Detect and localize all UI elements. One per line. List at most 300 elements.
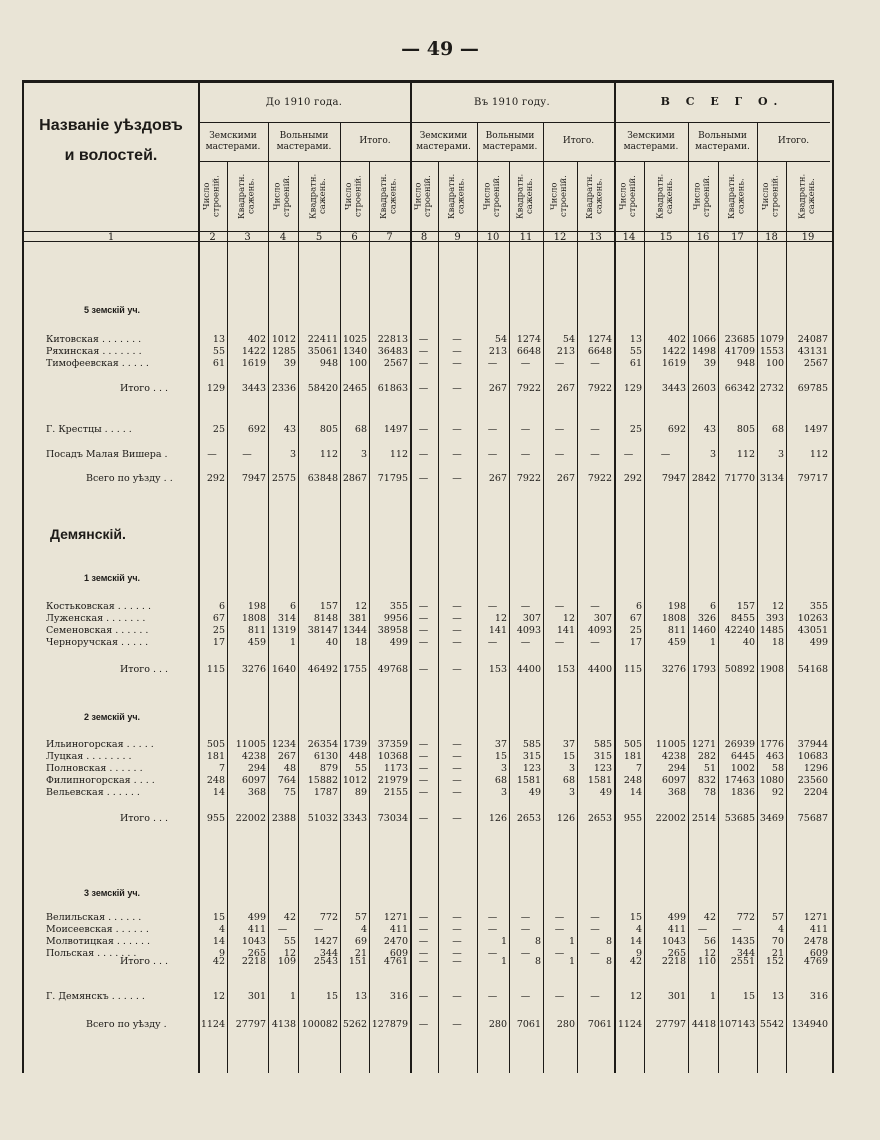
table-cell: 55	[283, 936, 296, 947]
table-cell: —	[520, 912, 531, 923]
table-cell: 2478	[803, 936, 828, 947]
table-cell: 25	[212, 424, 225, 435]
table-cell: —	[452, 739, 462, 750]
table-cell: 1485	[759, 625, 784, 636]
table-cell: 69	[354, 936, 367, 947]
table-cell: 92	[771, 787, 784, 798]
table-cell: —	[520, 601, 531, 612]
table-cell: —	[487, 912, 498, 923]
table-cell: —	[590, 449, 600, 460]
table-cell: 89	[354, 787, 367, 798]
table-cell: 4400	[587, 664, 612, 675]
table-cell: 42	[703, 912, 716, 923]
table-cell: 6130	[313, 751, 338, 762]
subsection-title: 2 земскій уч.	[84, 712, 141, 722]
table-cell: —	[487, 449, 498, 460]
table-cell: 609	[809, 948, 828, 959]
table-cell: 10263	[797, 613, 828, 624]
table-cell: 499	[667, 912, 686, 923]
table-cell: 1498	[691, 346, 716, 357]
table-cell: 463	[765, 751, 784, 762]
table-cell: —	[452, 383, 462, 394]
table-cell: 5262	[342, 1019, 367, 1030]
table-cell: —	[207, 449, 217, 460]
area-column-header: Квадратн. сажень.	[447, 173, 467, 219]
table-cell: —	[418, 358, 429, 369]
table-cell: 63848	[307, 473, 338, 484]
table-cell: 35061	[307, 346, 338, 357]
table-cell: —	[418, 334, 429, 345]
table-cell: —	[520, 924, 531, 935]
table-cell: 43131	[797, 346, 828, 357]
row-label: Семеновская . . . . . .	[46, 625, 149, 636]
table-cell: 1274	[587, 334, 612, 345]
table-cell: 71795	[377, 473, 408, 484]
table-cell: 2514	[691, 813, 716, 824]
area-column-header: Квадратн. сажень.	[515, 173, 535, 219]
total-label: Итого . . .	[120, 956, 169, 967]
table-cell: —	[590, 912, 600, 923]
table-cell: 355	[809, 601, 828, 612]
table-cell: 18	[354, 637, 367, 648]
column-number: 2	[209, 232, 216, 243]
table-cell: 265	[247, 948, 266, 959]
table-cell: 772	[319, 912, 338, 923]
table-cell: —	[554, 948, 565, 959]
table-cell: 411	[389, 924, 408, 935]
table-cell: 292	[623, 473, 642, 484]
table-cell: 22002	[655, 813, 686, 824]
row-label: Посадъ Малая Вишера .	[46, 449, 168, 460]
count-column-header: Число строеній.	[618, 175, 638, 217]
table-cell: 499	[389, 637, 408, 648]
table-cell: 3443	[241, 383, 266, 394]
table-cell: 79717	[797, 473, 828, 484]
table-cell: 402	[667, 334, 686, 345]
count-column-header: Число строеній.	[692, 175, 712, 217]
table-cell: 22813	[377, 334, 408, 345]
table-cell: 12	[283, 948, 296, 959]
table-cell: —	[418, 739, 429, 750]
table-cell: 14	[629, 787, 642, 798]
table-cell: 17463	[724, 775, 755, 786]
table-cell: 3276	[241, 664, 266, 675]
table-cell: 1002	[730, 763, 755, 774]
table-cell: 1581	[587, 775, 612, 786]
total-label: Итого . . .	[120, 664, 169, 675]
table-cell: 585	[522, 739, 541, 750]
table-cell: 3	[500, 787, 507, 798]
table-cell: 69785	[797, 383, 828, 394]
row-label: Г. Демянскъ . . . . . .	[46, 991, 145, 1002]
table-cell: 1043	[661, 936, 686, 947]
table-cell: —	[418, 763, 429, 774]
table-cell: 21	[354, 948, 367, 959]
column-number: 13	[589, 232, 602, 243]
table-cell: —	[452, 813, 462, 824]
table-cell: —	[418, 775, 429, 786]
table-cell: —	[452, 991, 462, 1002]
table-cell: 448	[348, 751, 367, 762]
table-cell: 1124	[617, 1019, 642, 1030]
table-cell: 213	[556, 346, 575, 357]
table-cell: 75	[283, 787, 296, 798]
table-cell: 38147	[307, 625, 338, 636]
table-cell: 50892	[724, 664, 755, 675]
subsection-title: 1 земскій уч.	[84, 573, 141, 583]
table-cell: —	[554, 637, 565, 648]
table-cell: 181	[623, 751, 642, 762]
table-cell: 58	[771, 763, 784, 774]
table-cell: 1497	[803, 424, 828, 435]
table-cell: —	[590, 924, 600, 935]
table-cell: 15	[562, 751, 575, 762]
table-cell: 4138	[271, 1019, 296, 1030]
row-label: Ильиногорская . . . . .	[46, 739, 154, 750]
table-cell: 2218	[661, 956, 686, 967]
table-cell: —	[452, 358, 462, 369]
table-cell: 27797	[655, 1019, 686, 1030]
subsection-title: 5 земскій уч.	[84, 305, 141, 315]
row-label: Г. Крестцы . . . . .	[46, 424, 132, 435]
table-cell: 1787	[313, 787, 338, 798]
table-cell: —	[554, 358, 565, 369]
table-cell: —	[418, 991, 429, 1002]
table-cell: —	[520, 991, 531, 1002]
table-cell: 1739	[342, 739, 367, 750]
table-cell: 948	[736, 358, 755, 369]
table-cell: 13	[212, 334, 225, 345]
table-cell: 3	[500, 763, 507, 774]
table-cell: 61	[212, 358, 225, 369]
table-cell: 1274	[516, 334, 541, 345]
table-cell: 1619	[661, 358, 686, 369]
table-cell: 157	[319, 601, 338, 612]
table-cell: 955	[206, 813, 225, 824]
table-cell: 61863	[377, 383, 408, 394]
table-cell: —	[452, 763, 462, 774]
table-cell: 499	[247, 912, 266, 923]
table-cell: 6648	[516, 346, 541, 357]
table-cell: 1271	[803, 912, 828, 923]
table-cell: 5542	[759, 1019, 784, 1030]
table-cell: 36483	[377, 346, 408, 357]
table-cell: 27797	[235, 1019, 266, 1030]
table-cell: 1497	[383, 424, 408, 435]
count-column-header: Число строеній.	[761, 175, 781, 217]
table-cell: 70	[771, 936, 784, 947]
table-cell: 151	[348, 956, 367, 967]
table-cell: 12	[703, 948, 716, 959]
table-cell: —	[452, 637, 462, 648]
table-cell: 37944	[797, 739, 828, 750]
column-number: 7	[386, 232, 393, 243]
row-label: Польская . . . . . . .	[46, 948, 137, 959]
table-cell: 692	[667, 424, 686, 435]
table-cell: 11005	[235, 739, 266, 750]
table-cell: —	[487, 948, 498, 959]
table-cell: 110	[697, 956, 716, 967]
table-cell: —	[452, 912, 462, 923]
table-cell: 1124	[200, 1019, 225, 1030]
table-cell: —	[487, 601, 498, 612]
table-cell: 315	[522, 751, 541, 762]
table-cell: —	[418, 424, 429, 435]
table-cell: —	[487, 424, 498, 435]
table-cell: 126	[488, 813, 507, 824]
table-cell: —	[554, 449, 565, 460]
table-cell: —	[590, 358, 600, 369]
table-cell: 1776	[759, 739, 784, 750]
table-cell: 381	[348, 613, 367, 624]
table-cell: 1908	[759, 664, 784, 675]
table-cell: 459	[667, 637, 686, 648]
table-cell: 4093	[587, 625, 612, 636]
table-cell: 71770	[724, 473, 755, 484]
table-cell: 1808	[241, 613, 266, 624]
table-cell: 314	[277, 613, 296, 624]
table-cell: —	[452, 956, 462, 967]
table-cell: 26939	[724, 739, 755, 750]
table-cell: 4	[360, 924, 367, 935]
table-cell: 152	[765, 956, 784, 967]
table-cell: 3	[289, 449, 296, 460]
table-cell: 42	[629, 956, 642, 967]
table-cell: 2204	[803, 787, 828, 798]
table-cell: —	[554, 991, 565, 1002]
table-cell: 53685	[724, 813, 755, 824]
table-cell: 832	[697, 775, 716, 786]
table-cell: 15882	[307, 775, 338, 786]
row-label: Вельевская . . . . . .	[46, 787, 140, 798]
table-cell: —	[520, 948, 531, 959]
table-cell: —	[452, 948, 462, 959]
table-cell: —	[418, 956, 429, 967]
table-cell: 3	[777, 449, 784, 460]
row-label: Велильская . . . . . .	[46, 912, 142, 923]
column-number: 10	[486, 232, 500, 243]
table-cell: 37	[562, 739, 575, 750]
table-cell: 46492	[307, 664, 338, 675]
table-cell: 26354	[307, 739, 338, 750]
column-number: 16	[696, 232, 710, 243]
table-cell: 141	[488, 625, 507, 636]
table-cell: 2388	[271, 813, 296, 824]
table-cell: —	[277, 924, 288, 935]
table-cell: 505	[623, 739, 642, 750]
table-cell: 21	[771, 948, 784, 959]
table-cell: 2551	[730, 956, 755, 967]
table-cell: —	[590, 601, 600, 612]
table-cell: 805	[319, 424, 338, 435]
table-cell: —	[554, 601, 565, 612]
table-cell: 112	[389, 449, 408, 460]
table-cell: 7922	[516, 383, 541, 394]
table-cell: —	[590, 424, 600, 435]
table-cell: 39	[283, 358, 296, 369]
table-cell: 1836	[730, 787, 755, 798]
table-cell: 248	[623, 775, 642, 786]
table-cell: —	[418, 601, 429, 612]
table-cell: 51	[703, 763, 716, 774]
table-cell: 316	[809, 991, 828, 1002]
table-cell: 10683	[797, 751, 828, 762]
table-cell: 1581	[516, 775, 541, 786]
table-cell: —	[520, 358, 531, 369]
table-cell: 499	[809, 637, 828, 648]
table-cell: 8	[605, 956, 612, 967]
table-cell: 12	[771, 601, 784, 612]
table-cell: 955	[623, 813, 642, 824]
table-cell: 12	[212, 991, 225, 1002]
table-cell: 7947	[241, 473, 266, 484]
table-cell: 6	[635, 601, 642, 612]
table-cell: 49768	[377, 664, 408, 675]
table-cell: —	[418, 912, 429, 923]
table-cell: 4400	[516, 664, 541, 675]
table-cell: —	[418, 473, 429, 484]
table-cell: 2218	[241, 956, 266, 967]
table-cell: 14	[212, 936, 225, 947]
table-cell: —	[590, 991, 600, 1002]
table-cell: —	[452, 936, 462, 947]
row-label: Моисеевская . . . . . .	[46, 924, 149, 935]
count-column-header: Число строеній.	[413, 175, 433, 217]
table-cell: 1344	[342, 625, 367, 636]
table-cell: 25	[212, 625, 225, 636]
table-cell: 49	[528, 787, 541, 798]
table-cell: 2336	[271, 383, 296, 394]
table-cell: 1271	[691, 739, 716, 750]
count-column-header: Число строеній.	[344, 175, 364, 217]
table-cell: 68	[562, 775, 575, 786]
table-cell: 153	[556, 664, 575, 675]
row-label: Полновская . . . . . .	[46, 763, 143, 774]
table-cell: 17	[629, 637, 642, 648]
table-cell: 100	[765, 358, 784, 369]
table-cell: 764	[277, 775, 296, 786]
table-cell: 68	[494, 775, 507, 786]
table-cell: 267	[488, 473, 507, 484]
table-cell: 198	[247, 601, 266, 612]
group-header: Въ 1910 году.	[474, 96, 550, 108]
table-cell: 2575	[271, 473, 296, 484]
table-cell: 17	[212, 637, 225, 648]
table-cell: 1173	[383, 763, 408, 774]
table-cell: 42240	[724, 625, 755, 636]
table-cell: —	[418, 613, 429, 624]
table-cell: 4238	[241, 751, 266, 762]
table-cell: 15	[325, 991, 338, 1002]
table-cell: 14	[629, 936, 642, 947]
table-cell: —	[418, 787, 429, 798]
table-cell: 1	[500, 956, 507, 967]
table-cell: 55	[354, 763, 367, 774]
table-cell: 1755	[342, 664, 367, 675]
row-label: Тимофеевская . . . . .	[46, 358, 149, 369]
table-cell: 505	[206, 739, 225, 750]
count-column-header: Число строеній.	[272, 175, 292, 217]
table-cell: 1427	[313, 936, 338, 947]
table-cell: 66342	[724, 383, 755, 394]
table-cell: 15	[494, 751, 507, 762]
table-cell: 7922	[516, 473, 541, 484]
table-cell: 129	[206, 383, 225, 394]
table-cell: —	[487, 924, 498, 935]
table-cell: 55	[629, 346, 642, 357]
group-header: До 1910 года.	[265, 96, 343, 108]
group-header: В С Е Г О.	[660, 95, 784, 109]
table-cell: 267	[556, 383, 575, 394]
table-cell: 4	[218, 924, 225, 935]
table-cell: —	[554, 924, 565, 935]
table-cell: —	[418, 449, 429, 460]
table-cell: 1012	[342, 775, 367, 786]
table-cell: 368	[247, 787, 266, 798]
table-cell: 4761	[383, 956, 408, 967]
count-column-header: Число строеній.	[549, 175, 569, 217]
table-cell: 42	[212, 956, 225, 967]
table-cell: 8	[534, 956, 541, 967]
table-cell: —	[418, 664, 429, 675]
table-cell: 1	[568, 956, 575, 967]
table-cell: 393	[765, 613, 784, 624]
table-cell: 37	[494, 739, 507, 750]
table-cell: 13	[771, 991, 784, 1002]
table-cell: 25	[629, 625, 642, 636]
column-number: 12	[553, 232, 567, 243]
table-cell: 23560	[797, 775, 828, 786]
table-cell: 67	[629, 613, 642, 624]
table-cell: —	[697, 924, 708, 935]
table-cell: 805	[736, 424, 755, 435]
table-cell: 123	[593, 763, 612, 774]
table-cell: 12	[494, 613, 507, 624]
table-cell: 7	[218, 763, 225, 774]
table-cell: —	[242, 449, 252, 460]
table-cell: 127879	[371, 1019, 408, 1030]
table-cell: 1319	[271, 625, 296, 636]
table-cell: 75687	[797, 813, 828, 824]
table-cell: 15	[629, 912, 642, 923]
table-cell: 8148	[313, 613, 338, 624]
table-cell: 43	[283, 424, 296, 435]
table-cell: 12	[354, 601, 367, 612]
table-cell: 3443	[661, 383, 686, 394]
table-cell: 23685	[724, 334, 755, 345]
table-cell: 153	[488, 664, 507, 675]
table-cell: 8455	[730, 613, 755, 624]
table-cell: 41709	[724, 346, 755, 357]
column-number: 17	[731, 232, 744, 243]
table-cell: 1460	[691, 625, 716, 636]
table-cell: 43051	[797, 625, 828, 636]
table-cell: 61	[629, 358, 642, 369]
table-cell: —	[313, 924, 324, 935]
table-cell: 692	[247, 424, 266, 435]
table-cell: 8	[534, 936, 541, 947]
table-cell: 1234	[271, 739, 296, 750]
table-cell: 294	[667, 763, 686, 774]
table-cell: 22002	[235, 813, 266, 824]
table-cell: 134940	[791, 1019, 828, 1030]
table-cell: 368	[667, 787, 686, 798]
table-cell: 2732	[759, 383, 784, 394]
table-cell: 2842	[691, 473, 716, 484]
table-cell: 6097	[241, 775, 266, 786]
area-column-header: Квадратн. сажень.	[585, 173, 605, 219]
table-cell: 2653	[587, 813, 612, 824]
